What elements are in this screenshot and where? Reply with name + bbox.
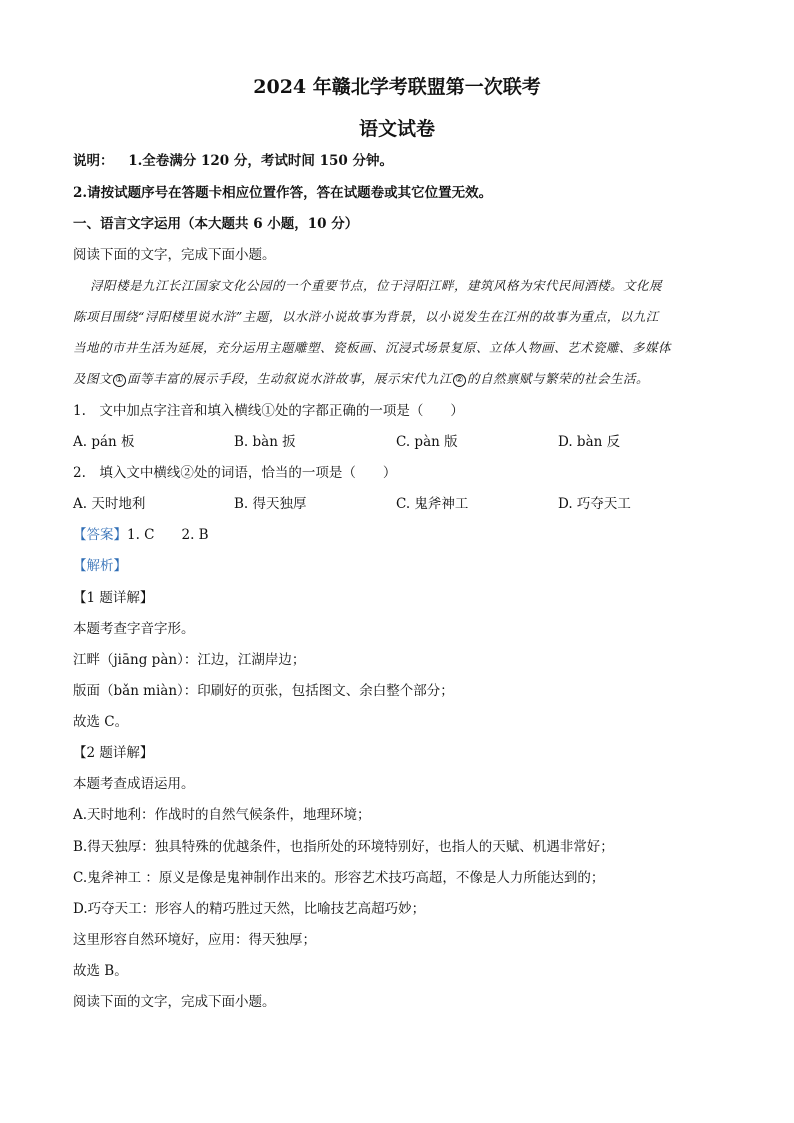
analysis-label: 【解析】 (73, 558, 127, 574)
q2-analysis-line-5: D.巧夺天工：形容人的精巧胜过天然，比喻技艺高超巧妙； (73, 901, 426, 917)
question-1-option-a: A. pán 板 (73, 434, 135, 450)
exam-subtitle: 语文试卷 (358, 118, 435, 140)
answer-line (73, 526, 209, 544)
passage-line-4-part-a: 及图文 (73, 371, 113, 386)
q2-analysis-line-6: 这里形容自然环境好，应用：得天独厚； (73, 932, 316, 948)
instructions-label: 说明： (73, 153, 114, 169)
passage-line-2: 陈项目围绕“浔阳楼里说水浒”主题，以水浒小说故事为背景，以小说发生在江州的故事为重点，以九江 (73, 309, 659, 324)
blank-1-marker: ① (113, 374, 126, 387)
section-intro: 阅读下面的文字，完成下面小题。 (73, 247, 276, 263)
question-1-option-b: B. bàn 扳 (234, 434, 296, 450)
instruction-item-1: 1.全卷满分 120 分，考试时间 150 分钟。 (128, 153, 393, 169)
q1-analysis-line-1: 本题考查字音字形。 (73, 621, 195, 637)
passage-line-1: 浔阳楼是九江长江国家文化公园的一个重要节点，位于浔阳江畔，建筑风格为宋代民间酒楼。文化展 (90, 278, 663, 293)
q1-analysis-line-3: 版面（bǎn miàn）：印刷好的页张，包括图文、余白整个部分； (73, 683, 454, 699)
next-passage-intro: 阅读下面的文字，完成下面小题。 (73, 994, 276, 1010)
answer-text: 1. C 2. B (127, 527, 209, 543)
instructions-line-1 (73, 152, 393, 170)
q2-analysis-line-7: 故选 B。 (73, 963, 128, 979)
passage-line-4-part-c: 的自然禀赋与繁荣的社会生活。 (467, 371, 650, 386)
q1-analysis-line-2: 江畔（jiāng pàn）：江边，江湖岸边； (73, 652, 306, 668)
q1-analysis-line-4: 故选 C。 (73, 714, 129, 730)
blank-2-marker: ② (453, 374, 466, 387)
question-2-stem: 2. 填入文中横线②处的词语，恰当的一项是（ ） (73, 465, 397, 481)
question-2-option-d: D. 巧夺天工 (558, 496, 631, 512)
question-2-option-b: B. 得天独厚 (234, 496, 307, 512)
question-1-stem: 1. 文中加点字注音和填入横线①处的字都正确的一项是（ ） (73, 403, 464, 419)
passage-line-4-part-b: 面等丰富的展示手段，生动叙说水浒故事，展示宋代九江 (127, 371, 453, 386)
q2-analysis-line-2: A.天时地利：作战时的自然气候条件，地理环境； (73, 807, 371, 823)
question-1-option-c: C. pàn 版 (396, 434, 458, 450)
instruction-item-2: 2.请按试题序号在答题卡相应位置作答，答在试题卷或其它位置无效。 (73, 185, 493, 201)
answer-label: 【答案】 (73, 527, 127, 543)
q2-analysis-line-3: B.得天独厚：独具特殊的优越条件，也指所处的环境特别好，也指人的天赋、机遇非常好； (73, 839, 614, 855)
q2-analysis-line-4: C.鬼斧神工 ：原义是像是鬼神制作出来的。形容艺术技巧高超，不像是人力所能达到的； (73, 870, 605, 886)
question-2-option-a: A. 天时地利 (73, 496, 146, 512)
q2-analysis-label: 【2 题详解】 (73, 745, 154, 761)
exam-title: 2024 年赣北学考联盟第一次联考 (253, 76, 541, 98)
q1-analysis-label: 【1 题详解】 (73, 590, 154, 606)
passage-line-4 (73, 370, 649, 388)
passage-line-3: 当地的市井生活为延展，充分运用主题雕塑、瓷板画、沉浸式场景复原、立体人物画、艺术瓷雕、多媒体 (73, 340, 672, 355)
question-1-option-d: D. bàn 反 (558, 434, 621, 450)
question-2-option-c: C. 鬼斧神工 (396, 496, 469, 512)
section-heading: 一、语言文字运用（本大题共 6 小题，10 分） (73, 216, 359, 232)
q2-analysis-line-1: 本题考查成语运用。 (73, 776, 195, 792)
